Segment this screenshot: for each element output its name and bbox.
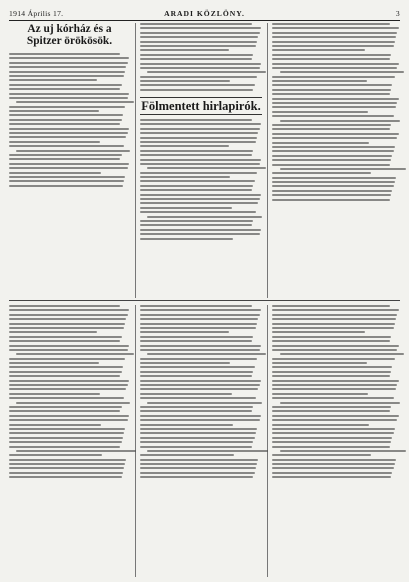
text-line-placeholder (272, 388, 396, 390)
text-line-placeholder (140, 375, 252, 377)
text-line-placeholder (9, 75, 124, 77)
text-line-placeholder (9, 84, 122, 86)
lower-columns (9, 305, 400, 577)
text-line-placeholder (16, 353, 133, 355)
text-line-placeholder (272, 98, 399, 100)
text-line-placeholder (9, 123, 120, 125)
article-headline: Fölmentett hirlapirók. (141, 99, 261, 113)
text-line-placeholder (280, 71, 404, 73)
text-line-placeholder (147, 402, 262, 404)
text-line-placeholder (140, 49, 229, 51)
text-line-placeholder (140, 476, 253, 478)
text-line-placeholder (147, 71, 265, 73)
text-line-placeholder (140, 340, 252, 342)
text-line-placeholder (9, 340, 120, 342)
text-line-placeholder (140, 23, 252, 25)
text-line-placeholder (140, 454, 234, 456)
text-line-placeholder (9, 71, 125, 73)
text-line-placeholder (9, 441, 122, 443)
text-line-placeholder (140, 76, 257, 78)
text-line-placeholder (272, 190, 392, 192)
text-line-placeholder (16, 450, 136, 452)
text-line-placeholder (272, 63, 399, 65)
issue-date: 1914 Április 17. (9, 9, 64, 18)
text-line-placeholder (272, 340, 390, 342)
text-line-placeholder (272, 384, 397, 386)
text-line-placeholder (272, 106, 396, 108)
text-line-placeholder (16, 402, 130, 404)
text-line-placeholder (9, 446, 120, 448)
text-line-placeholder (272, 36, 396, 38)
text-line-placeholder (9, 309, 129, 311)
text-line-placeholder (140, 472, 255, 474)
text-line-placeholder (140, 428, 257, 430)
text-line-placeholder (140, 336, 253, 338)
text-line-placeholder (9, 97, 128, 99)
text-line-placeholder (272, 23, 390, 25)
text-line-placeholder (9, 432, 124, 434)
column-rule (135, 305, 136, 577)
text-line-placeholder (9, 305, 120, 307)
article-body-placeholder (9, 305, 130, 481)
text-line-placeholder (272, 159, 391, 161)
text-line-placeholder (272, 146, 395, 148)
text-line-placeholder (272, 336, 391, 338)
text-line-placeholder (9, 136, 126, 138)
text-line-placeholder (9, 163, 129, 165)
column-left-lower (9, 305, 130, 577)
text-line-placeholder (9, 384, 128, 386)
text-line-placeholder (140, 58, 252, 60)
text-line-placeholder (140, 345, 261, 347)
text-line-placeholder (272, 164, 390, 166)
text-line-placeholder (272, 54, 391, 56)
text-line-placeholder (272, 172, 371, 174)
text-line-placeholder (272, 362, 367, 364)
text-line-placeholder (140, 80, 230, 82)
text-line-placeholder (140, 437, 255, 439)
text-line-placeholder (9, 336, 122, 338)
text-line-placeholder (9, 437, 123, 439)
text-line-placeholder (9, 167, 128, 169)
text-line-placeholder (272, 375, 390, 377)
text-line-placeholder (280, 168, 407, 170)
text-line-placeholder (272, 463, 395, 465)
text-line-placeholder (9, 132, 128, 134)
text-line-placeholder (140, 323, 257, 325)
text-line-placeholder (140, 463, 257, 465)
text-line-placeholder (140, 362, 230, 364)
text-line-placeholder (272, 45, 394, 47)
text-line-placeholder (9, 57, 129, 59)
text-line-placeholder (140, 198, 260, 200)
text-line-placeholder (9, 323, 125, 325)
text-line-placeholder (16, 101, 133, 103)
text-line-placeholder (140, 233, 260, 235)
text-line-placeholder (272, 84, 392, 86)
text-line-placeholder (140, 172, 257, 174)
text-line-placeholder (272, 177, 396, 179)
text-line-placeholder (140, 137, 257, 139)
text-line-placeholder (140, 309, 261, 311)
article-body-placeholder (140, 305, 262, 481)
text-line-placeholder (140, 410, 252, 412)
text-line-placeholder (280, 120, 400, 122)
text-line-placeholder (272, 128, 390, 130)
text-line-placeholder (272, 67, 397, 69)
text-line-placeholder (140, 384, 260, 386)
text-line-placeholder (9, 314, 128, 316)
text-line-placeholder (272, 419, 397, 421)
text-line-placeholder (272, 41, 395, 43)
text-line-placeholder (140, 89, 253, 91)
text-line-placeholder (9, 428, 125, 430)
column-right (272, 23, 400, 298)
text-line-placeholder (272, 428, 395, 430)
text-line-placeholder (140, 163, 260, 165)
text-line-placeholder (140, 314, 260, 316)
text-line-placeholder (272, 185, 394, 187)
upper-columns (9, 23, 400, 298)
text-line-placeholder (9, 388, 126, 390)
text-line-placeholder (272, 397, 394, 399)
text-line-placeholder (9, 119, 122, 121)
text-line-placeholder (140, 84, 255, 86)
text-line-placeholder (272, 476, 391, 478)
article-headline: Az uj kórház és a Spitzer örökösök. (26, 23, 113, 47)
column-rule (267, 23, 268, 298)
text-line-placeholder (9, 180, 124, 182)
text-line-placeholder (9, 463, 125, 465)
text-line-placeholder (9, 371, 122, 373)
text-line-placeholder (272, 393, 368, 395)
text-line-placeholder (140, 185, 253, 187)
text-line-placeholder (272, 93, 390, 95)
text-line-placeholder (272, 124, 391, 126)
text-line-placeholder (9, 158, 120, 160)
text-line-placeholder (272, 111, 368, 113)
text-line-placeholder (272, 181, 395, 183)
text-line-placeholder (272, 380, 399, 382)
text-line-placeholder (272, 133, 399, 135)
text-line-placeholder (140, 141, 256, 143)
text-line-placeholder (140, 67, 260, 69)
text-line-placeholder (140, 45, 256, 47)
text-line-placeholder (272, 102, 397, 104)
column-left (9, 23, 130, 298)
text-line-placeholder (9, 88, 120, 90)
newspaper-title: ARADI KÖZLÖNY. (164, 9, 245, 18)
text-line-placeholder (9, 128, 129, 130)
text-line-placeholder (272, 49, 365, 51)
text-line-placeholder (272, 446, 390, 448)
text-line-placeholder (272, 371, 391, 373)
text-line-placeholder (9, 106, 125, 108)
text-line-placeholder (9, 141, 100, 143)
text-line-placeholder (140, 176, 230, 178)
text-line-placeholder (140, 238, 233, 240)
text-line-placeholder (9, 380, 129, 382)
text-line-placeholder (140, 397, 256, 399)
text-line-placeholder (272, 454, 371, 456)
article-body-placeholder (9, 53, 130, 189)
text-line-placeholder (272, 155, 392, 157)
text-line-placeholder (140, 189, 252, 191)
text-line-placeholder (272, 305, 390, 307)
text-line-placeholder (9, 467, 124, 469)
text-line-placeholder (140, 424, 233, 426)
text-line-placeholder (9, 185, 123, 187)
section-divider (9, 300, 400, 301)
text-line-placeholder (272, 323, 395, 325)
text-line-placeholder (140, 318, 258, 320)
text-line-placeholder (272, 410, 390, 412)
text-line-placeholder (140, 432, 256, 434)
text-line-placeholder (272, 424, 369, 426)
text-line-placeholder (9, 79, 97, 81)
text-line-placeholder (272, 27, 399, 29)
text-line-placeholder (9, 93, 129, 95)
text-line-placeholder (140, 393, 232, 395)
text-line-placeholder (272, 142, 369, 144)
text-line-placeholder (140, 123, 261, 125)
text-line-placeholder (140, 202, 258, 204)
text-line-placeholder (147, 450, 268, 452)
text-line-placeholder (272, 345, 399, 347)
column-middle (140, 23, 262, 298)
text-line-placeholder (272, 194, 391, 196)
text-line-placeholder (140, 446, 252, 448)
text-line-placeholder (272, 432, 394, 434)
text-line-placeholder (9, 62, 128, 64)
text-line-placeholder (272, 467, 394, 469)
column-right-lower (272, 305, 400, 577)
text-line-placeholder (9, 424, 101, 426)
text-line-placeholder (272, 437, 392, 439)
text-line-placeholder (140, 406, 253, 408)
text-line-placeholder (272, 366, 392, 368)
text-line-placeholder (9, 53, 120, 55)
text-line-placeholder (272, 358, 395, 360)
text-line-placeholder (9, 397, 124, 399)
text-line-placeholder (140, 36, 258, 38)
column-middle-lower (140, 305, 262, 577)
text-line-placeholder (140, 180, 255, 182)
text-line-placeholder (9, 345, 129, 347)
text-line-placeholder (9, 114, 123, 116)
text-line-placeholder (272, 349, 397, 351)
text-line-placeholder (140, 366, 255, 368)
column-rule (135, 23, 136, 298)
text-line-placeholder (9, 145, 124, 147)
article-body-placeholder (272, 305, 400, 481)
text-line-placeholder (147, 353, 265, 355)
text-line-placeholder (9, 472, 123, 474)
text-line-placeholder (9, 176, 125, 178)
text-line-placeholder (9, 66, 126, 68)
text-line-placeholder (140, 54, 253, 56)
text-line-placeholder (147, 216, 262, 218)
text-line-placeholder (140, 207, 232, 209)
text-line-placeholder (272, 150, 394, 152)
text-line-placeholder (140, 154, 252, 156)
text-line-placeholder (140, 419, 260, 421)
text-line-placeholder (140, 194, 261, 196)
text-line-placeholder (280, 402, 400, 404)
text-line-placeholder (9, 415, 129, 417)
text-line-placeholder (9, 172, 101, 174)
text-line-placeholder (140, 327, 256, 329)
text-line-placeholder (272, 459, 396, 461)
text-line-placeholder (9, 110, 99, 112)
text-line-placeholder (140, 229, 261, 231)
text-line-placeholder (9, 318, 126, 320)
text-line-placeholder (140, 380, 261, 382)
text-line-placeholder (9, 459, 126, 461)
text-line-placeholder (272, 314, 397, 316)
text-line-placeholder (9, 349, 128, 351)
article-body-placeholder (140, 119, 262, 242)
text-line-placeholder (272, 415, 399, 417)
text-line-placeholder (140, 150, 253, 152)
text-line-placeholder (272, 309, 399, 311)
text-line-placeholder (272, 199, 390, 201)
text-line-placeholder (140, 159, 261, 161)
text-line-placeholder (272, 406, 391, 408)
text-line-placeholder (9, 454, 102, 456)
text-line-placeholder (272, 331, 365, 333)
text-line-placeholder (140, 224, 252, 226)
text-line-placeholder (280, 353, 404, 355)
text-line-placeholder (140, 441, 253, 443)
text-line-placeholder (272, 137, 397, 139)
text-line-placeholder (9, 331, 97, 333)
text-line-placeholder (140, 349, 260, 351)
text-line-placeholder (272, 89, 391, 91)
text-line-placeholder (9, 154, 122, 156)
text-line-placeholder (140, 119, 252, 121)
text-line-placeholder (9, 406, 122, 408)
text-line-placeholder (280, 450, 407, 452)
text-line-placeholder (9, 327, 124, 329)
text-line-placeholder (9, 393, 100, 395)
text-line-placeholder (272, 472, 392, 474)
text-line-placeholder (272, 76, 395, 78)
text-line-placeholder (140, 459, 258, 461)
text-line-placeholder (140, 467, 256, 469)
text-line-placeholder (272, 115, 394, 117)
masthead (9, 6, 400, 21)
column-rule (267, 305, 268, 577)
text-line-placeholder (9, 410, 120, 412)
text-line-placeholder (272, 32, 397, 34)
text-line-placeholder (272, 80, 367, 82)
text-line-placeholder (140, 145, 229, 147)
text-line-placeholder (272, 441, 391, 443)
text-line-placeholder (140, 128, 260, 130)
text-line-placeholder (140, 331, 229, 333)
text-line-placeholder (140, 305, 252, 307)
text-line-placeholder (9, 358, 125, 360)
text-line-placeholder (9, 362, 99, 364)
text-line-placeholder (140, 211, 256, 213)
text-line-placeholder (140, 358, 257, 360)
text-line-placeholder (272, 327, 394, 329)
text-line-placeholder (140, 388, 258, 390)
text-line-placeholder (140, 220, 253, 222)
text-line-placeholder (140, 415, 261, 417)
text-line-placeholder (140, 41, 257, 43)
text-line-placeholder (140, 371, 253, 373)
article-body-placeholder (140, 23, 262, 93)
text-line-placeholder (9, 375, 120, 377)
text-line-placeholder (140, 132, 258, 134)
text-line-placeholder (147, 167, 265, 169)
page-number: 3 (395, 9, 400, 18)
text-line-placeholder (140, 27, 261, 29)
article-body-placeholder (272, 23, 400, 203)
text-line-placeholder (16, 150, 130, 152)
text-line-placeholder (140, 32, 260, 34)
text-line-placeholder (140, 63, 261, 65)
text-line-placeholder (272, 58, 390, 60)
text-line-placeholder (9, 419, 128, 421)
text-line-placeholder (9, 366, 123, 368)
text-line-placeholder (9, 476, 122, 478)
text-line-placeholder (272, 318, 396, 320)
